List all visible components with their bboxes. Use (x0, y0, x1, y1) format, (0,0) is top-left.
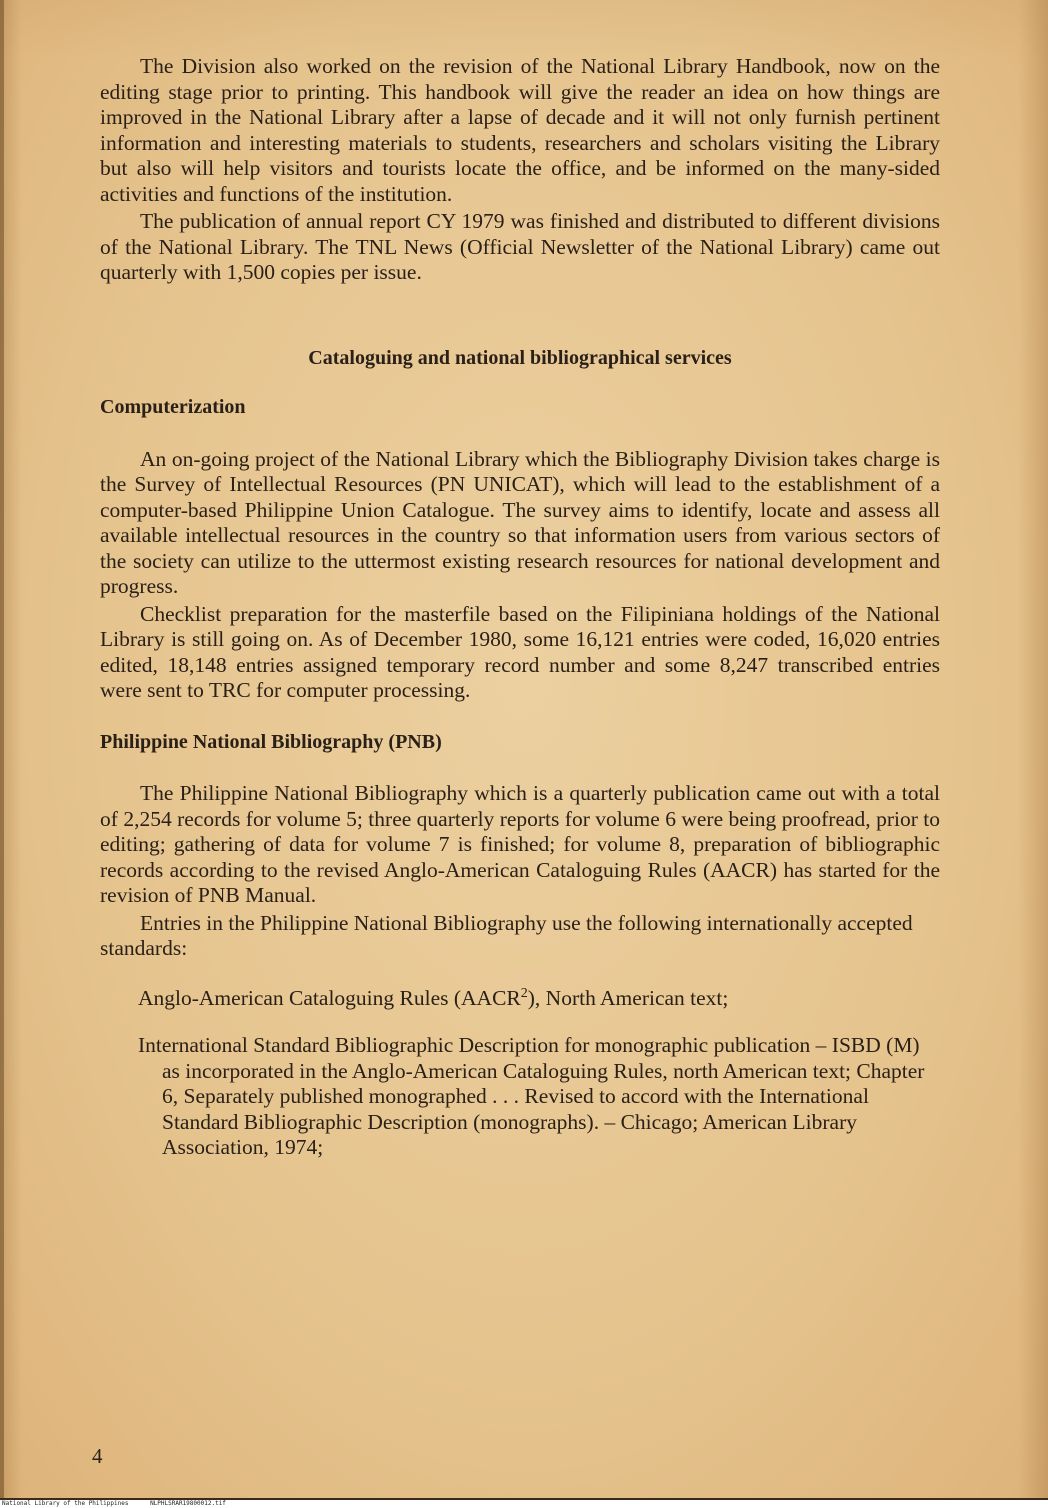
aacr-text-end: ), North American text; (527, 985, 729, 1010)
computerization-heading: Computerization (100, 396, 246, 418)
page-body (100, 54, 940, 1183)
footer-file-id: NLPHLSRAR19800012.tif (150, 1500, 226, 1507)
footer-library: National Library of the Philippines (2, 1500, 129, 1507)
page-number: 4 (92, 1444, 103, 1468)
page-left-edge (0, 0, 4, 1500)
pnb-heading: Philippine National Bibliography (PNB) (100, 730, 442, 753)
standards-list (100, 986, 940, 1161)
standard-item-isbd: International Standard Bibliographic Description for monographic publication – ISBD (M) as incorporated in the Anglo-American Cataloguing Rules, north American text; Chapter 6, Separately published monographed . . . Revised to accord with the International Standard Bibliographic Description (monographs). – Chicago; American Library Association, 1974; (138, 1033, 925, 1159)
computerization-paragraph-1: An on-going project of the National Library which the Bibliography Division takes charge is the Survey of Intellectual Resources (PN UNICAT), which will lead to the establishment of a computer-based Philippine Union Catalogue. The survey aims to identify, locate and assess all available intellectual resources in the country so that information users from various sectors of the society can utilize to the uttermost existing research resources for national development and progress. (100, 446, 940, 598)
computerization-paragraph-2: Checklist preparation for the masterfile based on the Filipiniana holdings of the National Library is still going on. As of December 1980, some 16,121 entries were coded, 16,020 entries edited, 18,148 entries assigned temporary record number and some 8,247 transcribed entries were sent to TRC for computer processing. (100, 601, 940, 702)
standard-item-aacr (100, 986, 940, 1012)
intro-paragraph-2: The publication of annual report CY 1979 was finished and distributed to different divisions of the National Library. The TNL News (Official Newsletter of the National Library) came out quarterly with 1,500 copies per issue. (100, 209, 940, 284)
pnb-paragraph-2: Entries in the Philippine National Bibliography use the following internationally accepted standards: (100, 910, 913, 960)
scan-footer-credit (2, 1500, 244, 1508)
aacr-text-start: Anglo-American Cataloguing Rules (AACR (138, 985, 521, 1010)
section-title: Cataloguing and national bibliographical services (308, 346, 732, 369)
scan-footer-strip (0, 1500, 1048, 1508)
pnb-paragraph-1: The Philippine National Bibliography which is a quarterly publication came out with a total of 2,254 records for volume 5; three quarterly reports for volume 6 were being proofread, prior to editing; gathering of data for volume 7 is finished; for volume 8, preparation of bibliographic records according to the revised Anglo-American Cataloguing Rules (AACR) has started for the revision of PNB Manual. (100, 781, 940, 907)
intro-paragraph-1: The Division also worked on the revision of the National Library Handbook, now on the editing stage prior to printing. This handbook will give the reader an idea on how things are improved in the National Library after a lapse of decade and it will not only furnish pertinent information and interesting materials to students, researchers and scholars visiting the Library but also will help visitors and tourists locate the office, and be informed on the many-sided activities and functions of the institution. (100, 54, 940, 206)
aacr-superscript: 2 (520, 985, 528, 1001)
